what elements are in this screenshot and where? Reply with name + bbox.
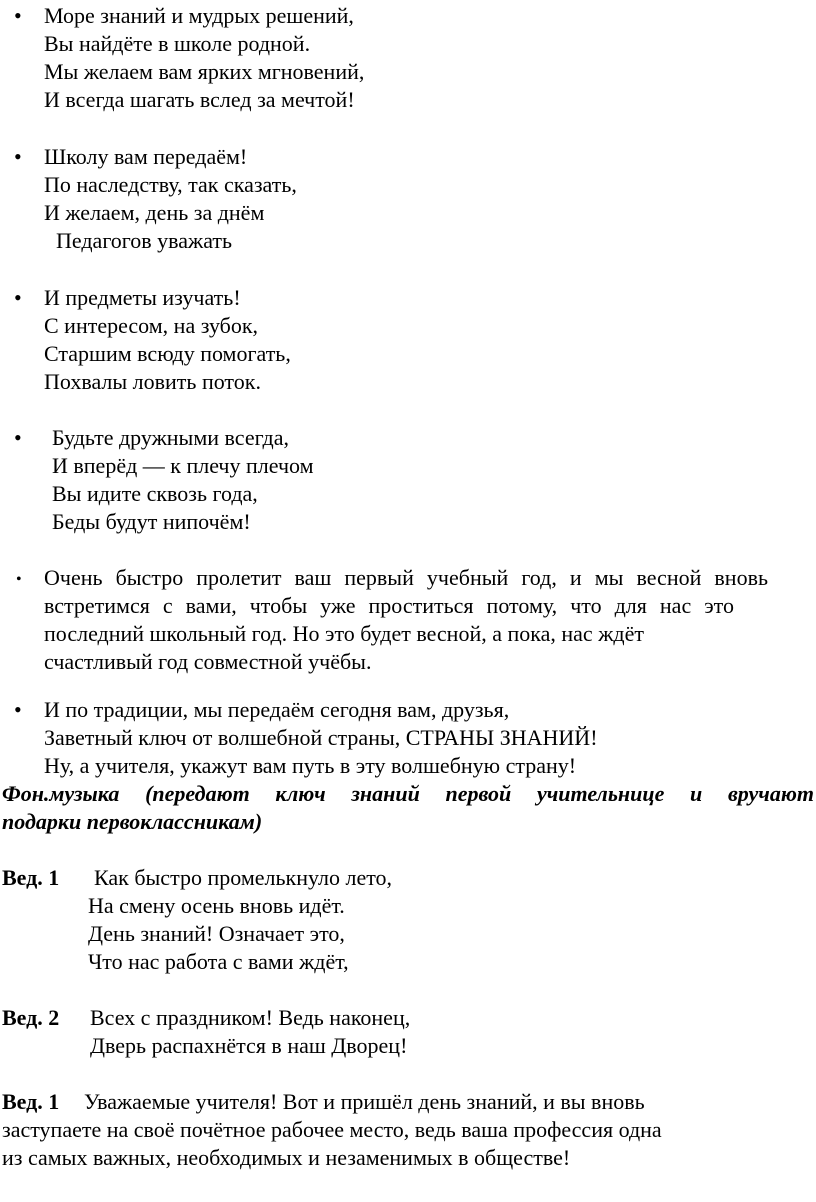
stanza-2-line-4: Педагогов уважать xyxy=(56,228,233,253)
stanza-2-line-2: По наследству, так сказать, xyxy=(44,172,297,197)
stage-direction-line-1: Фон.музыка (передают ключ знаний первой учительнице и вручают xyxy=(2,781,814,806)
stanza-2-line-1: Школу вам передаём! xyxy=(44,144,248,169)
stanza-4-line-4: Беды будут нипочём! xyxy=(52,509,251,534)
stanza-3-line-2: С интересом, на зубок, xyxy=(44,313,259,338)
speech-3-line-1: Уважаемые учителя! Вот и пришёл день знаний, и вы вновь xyxy=(84,1089,645,1114)
stanza-4-line-1: Будьте дружными всегда, xyxy=(52,425,289,450)
stanza-5-line-3: последний школьный год. Но это будет весной, а пока, нас ждёт xyxy=(44,621,644,646)
stanza-1-line-1: Море знаний и мудрых решений, xyxy=(44,3,354,28)
stanza-6-line-2: Заветный ключ от волшебной страны, СТРАНЫ ЗНАНИЙ! xyxy=(44,725,598,750)
stanza-3-line-3: Старшим всюду помогать, xyxy=(44,341,291,366)
speaker-1: Вед. 1 xyxy=(2,865,60,890)
bullet-3: • xyxy=(14,285,22,310)
bullet-5: • xyxy=(16,571,22,588)
speech-1-line-3: День знаний! Означает это, xyxy=(88,921,345,946)
speech-2-line-1: Всех с праздником! Ведь наконец, xyxy=(90,1005,411,1030)
stanza-1-line-4: И всегда шагать вслед за мечтой! xyxy=(44,87,355,112)
speaker-3: Вед. 1 xyxy=(2,1089,60,1114)
bullet-6: • xyxy=(14,697,22,722)
stanza-1-line-3: Мы желаем вам ярких мгновений, xyxy=(44,59,365,84)
stanza-6-line-3: Ну, а учителя, укажут вам путь в эту волшебную страну! xyxy=(44,753,577,778)
speech-1-line-1: Как быстро промелькнуло лето, xyxy=(94,865,393,890)
stanza-5-line-4: счастливый год совместной учёбы. xyxy=(44,649,372,674)
speech-3-line-2: заступаете на своё почётное рабочее место, ведь ваша профессия одна xyxy=(2,1117,662,1142)
stanza-2-line-3: И желаем, день за днём xyxy=(44,200,265,225)
stanza-4-line-2: И вперёд — к плечу плечом xyxy=(52,453,314,478)
stanza-6-line-1: И по традиции, мы передаём сегодня вам, друзья, xyxy=(44,697,510,722)
stage-direction-line-2: подарки первоклассникам) xyxy=(2,809,263,834)
speech-1-line-4: Что нас работа с вами ждёт, xyxy=(88,949,349,974)
speech-2-line-2: Дверь распахнётся в наш Дворец! xyxy=(90,1033,408,1058)
speaker-2: Вед. 2 xyxy=(2,1005,60,1030)
stanza-5-line-1: Очень быстро пролетит ваш первый учебный год, и мы весной вновь xyxy=(44,565,768,590)
stanza-1-line-2: Вы найдёте в школе родной. xyxy=(44,31,311,56)
stanza-3-line-1: И предметы изучать! xyxy=(44,285,241,310)
bullet-4: • xyxy=(14,425,22,450)
speech-1-line-2: На смену осень вновь идёт. xyxy=(88,893,345,918)
bullet-1: • xyxy=(14,3,22,28)
stanza-5-line-2: встретимся с вами, чтобы уже проститься потому, что для нас это xyxy=(44,593,734,618)
bullet-2: • xyxy=(14,144,22,169)
speech-3-line-3: из самых важных, необходимых и незаменимых в обществе! xyxy=(2,1145,571,1170)
stanza-3-line-4: Похвалы ловить поток. xyxy=(44,369,261,394)
stanza-4-line-3: Вы идите сквозь года, xyxy=(52,481,258,506)
